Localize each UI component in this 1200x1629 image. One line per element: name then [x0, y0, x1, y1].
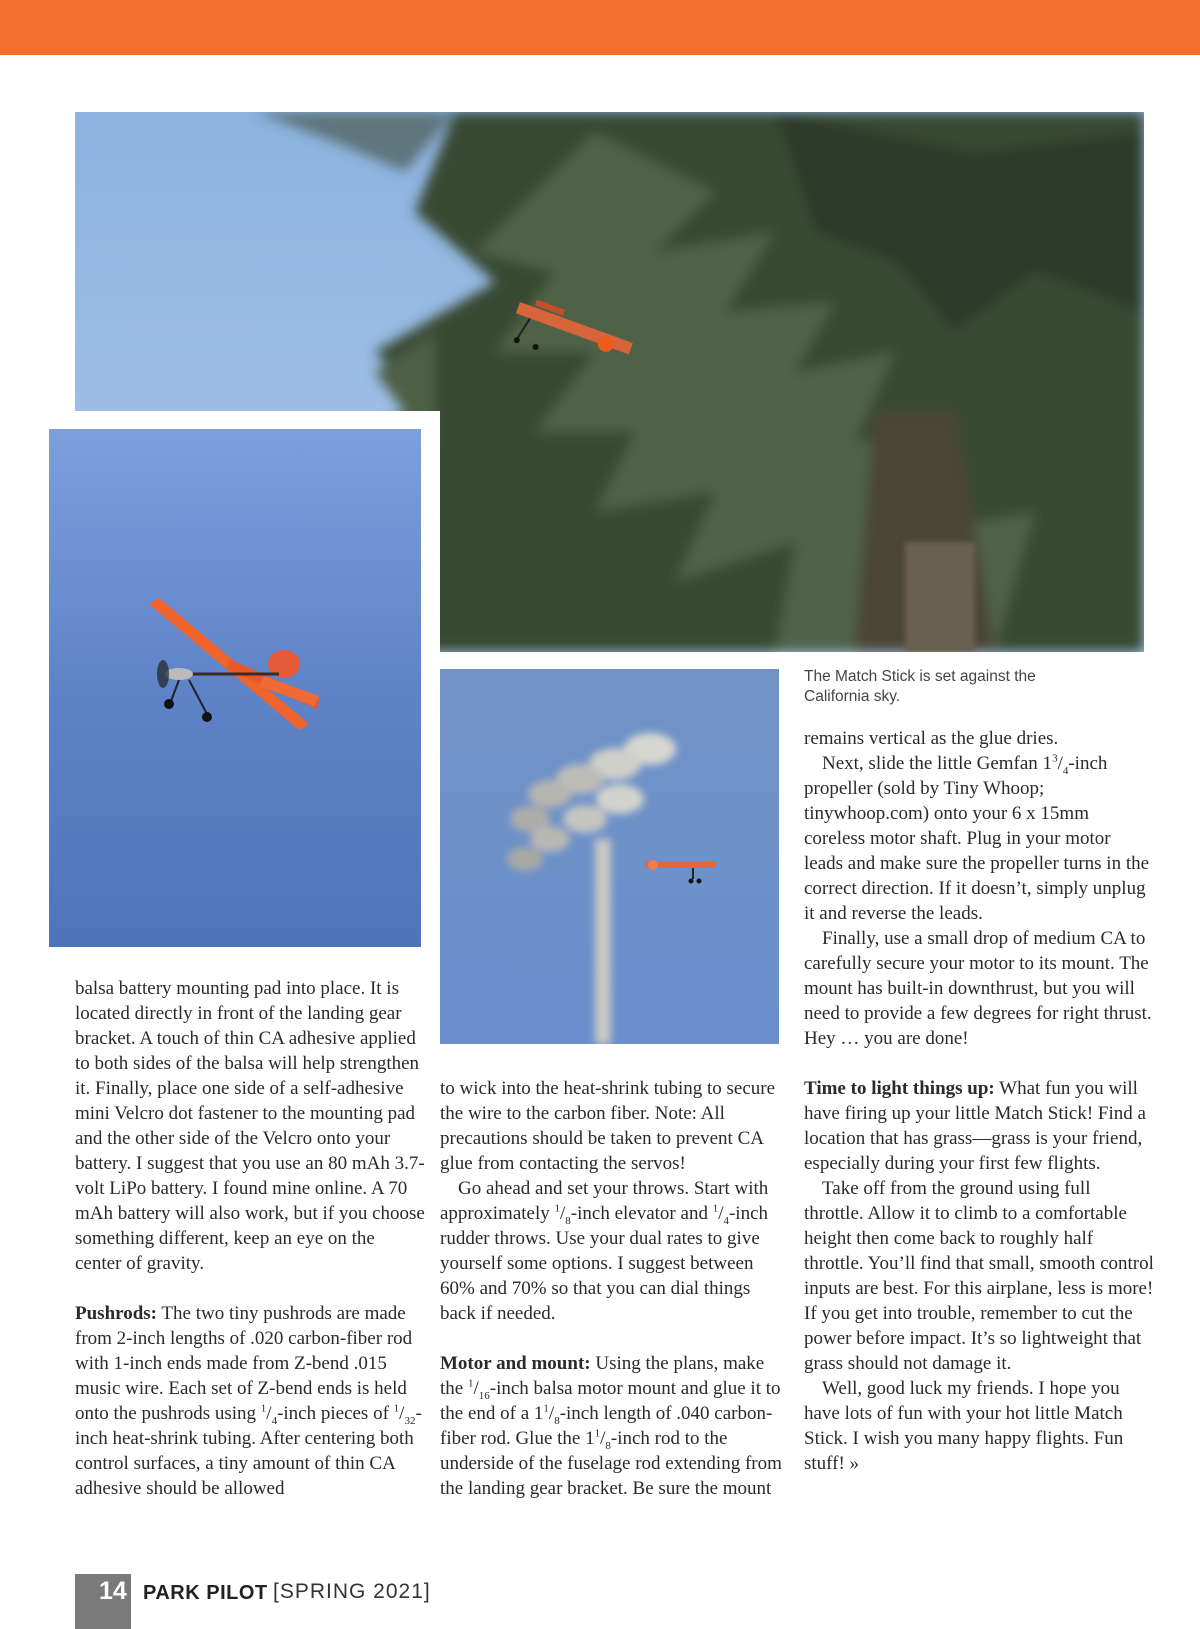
- page-number: 14: [99, 1577, 127, 1605]
- header-accent-band: [0, 0, 1200, 55]
- magazine-issue: [SPRING 2021]: [273, 1580, 431, 1603]
- paragraph-throws: Go ahead and set your throws. Start with approximately $^1/_8$-inch elevator and $^1/_4$-inch rudder throws. Use your dual rates to give yourself some options. I suggest between 60% and 70% so that you can dial things back if needed.: [440, 1178, 769, 1324]
- paragraph-motor-mount: Motor and mount: Using the plans, make the $^1/_{16}$-inch balsa motor mount and glue it to the end of a $1^1/_8$-inch length of .040 carbon-fiber rod. Glue the $1^1/_8$-inch rod to the underside of the fuselage rod extending from the landing gear bracket. Be sure the mount: [440, 1353, 782, 1499]
- photo-frame-top: [49, 411, 440, 429]
- fraction: $^1/_4$: [712, 1202, 729, 1227]
- section-heading: Time to light things up:: [804, 1078, 995, 1099]
- paragraph-light-things-up: Time to light things up: What fun you will have firing up your little Match Stick! Find a location that has grass—grass is your friend, especially during your first few flights.: [804, 1078, 1146, 1174]
- section-heading: Motor and mount:: [440, 1353, 591, 1374]
- paragraph: balsa battery mounting pad into place. It is located directly in front of the landing gear bracket. A touch of thin CA adhesive applied to both sides of the balsa will help strengthen it. Finally, place one side of a self-adhesive mini Velcro dot fastener to the mounting pad and the other side of the Velcro onto your battery. I suggest that you use an 80 mAh 3.7-volt LiPo battery. I found mine online. A 70 mAh battery will also work, but if you choose something different, keep an eye on the center of gravity.: [75, 978, 425, 1274]
- fraction: $^1/_4$: [260, 1402, 278, 1427]
- section-heading: Pushrods:: [75, 1303, 158, 1324]
- text-column-2: [440, 1076, 790, 1501]
- page-footer: [75, 1574, 675, 1629]
- photo-caption: The Match Stick is set against the California sky.: [804, 668, 1036, 705]
- photo-plane-stadium-light: [440, 669, 779, 1044]
- text-column-1: [75, 976, 425, 1501]
- magazine-title: PARK PILOT: [143, 1582, 268, 1604]
- paragraph-pushrods: Pushrods: The two tiny pushrods are made from 2-inch lengths of .020 carbon-fiber rod with 1-inch ends made from Z-bend .015 music wire. Each set of Z-bend ends is held onto the pushrods using $^1/_4$-inch pieces of $^1/_{32}$-inch heat-shrink tubing. After centering both control surfaces, a tiny amount of thin CA adhesive should be allowed: [75, 1303, 422, 1499]
- fraction: $^1/_{32}$: [393, 1402, 416, 1427]
- text-column-3: [804, 726, 1154, 1476]
- paragraph: Finally, use a small drop of medium CA to carefully secure your motor to its mount. The mount has built-in downthrust, but you will need to provide a few degrees for right thrust. Hey … you are done!: [804, 928, 1152, 1049]
- fraction: $^1/_8$: [594, 1427, 611, 1452]
- paragraph: remains vertical as the glue dries.: [804, 728, 1059, 749]
- fraction: $^1/_8$: [554, 1202, 571, 1227]
- paragraph: to wick into the heat-shrink tubing to secure the wire to the carbon fiber. Note: All precautions should be taken to prevent CA glue from contacting the servos!: [440, 1078, 776, 1174]
- paragraph-propeller: Next, slide the little Gemfan $1^3/_4$-inch propeller (sold by Tiny Whoop; tinywhoop.com) onto your 6 x 15mm coreless motor shaft. Plug in your motor leads and make sure the propeller turns in the correct direction. If it doesn’t, simply unplug it and reverse the leads.: [804, 752, 1150, 924]
- paragraph: Well, good luck my friends. I hope you have lots of fun with your hot little Match Stick. I wish you many happy flights. Fun stuff! »: [804, 1378, 1124, 1474]
- fraction: $^1/_8$: [543, 1402, 560, 1427]
- photo-plane-blue-sky: [49, 429, 439, 947]
- fraction: $^3/_4$: [1052, 752, 1069, 777]
- paragraph: Take off from the ground using full throttle. Allow it to climb to a comfortable height then come back to roughly half throttle. You’ll find that small, smooth control inputs are best. For this airplane, less is more! If you get into trouble, remember to cut the power before impact. It’s so lightweight that grass should not damage it.: [804, 1178, 1154, 1374]
- fraction: $^1/_{16}$: [467, 1377, 490, 1402]
